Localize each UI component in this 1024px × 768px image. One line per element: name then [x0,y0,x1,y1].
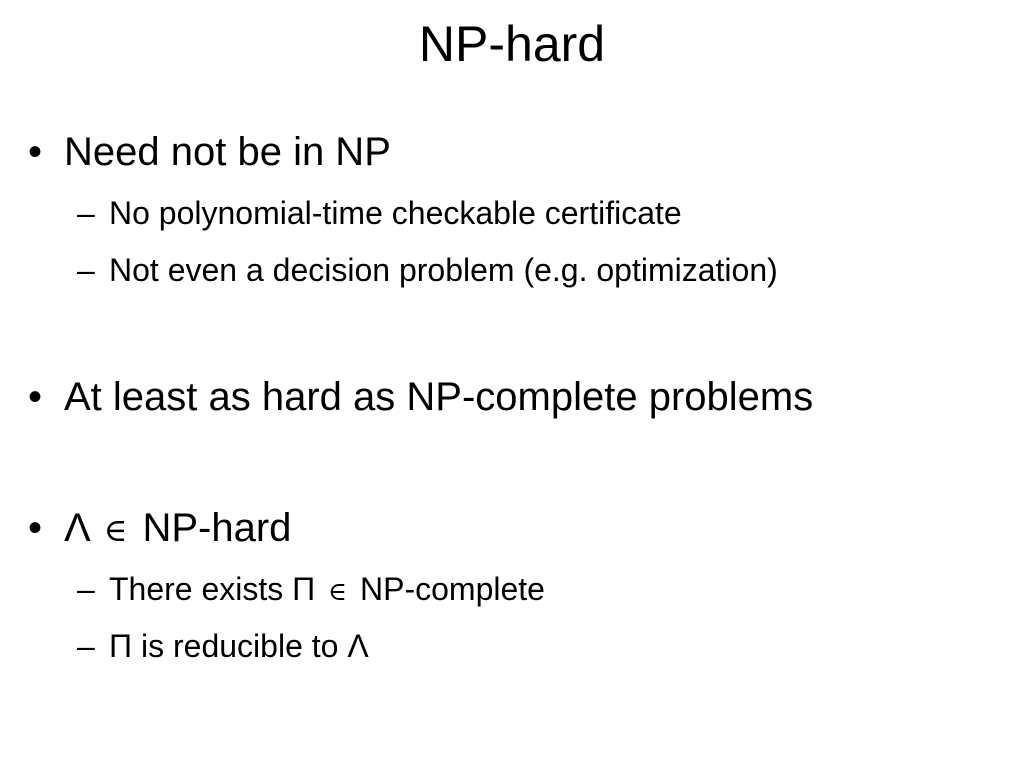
bullet-suffix: NP-hard [142,506,292,550]
subbullet-prefix: There exists Π [109,571,316,607]
dash-marker: – [77,195,95,231]
bullet-need-not-be-in-np [28,128,391,176]
bullet-lambda-in-np-hard [28,504,291,554]
bullet-at-least-as-hard [28,373,813,421]
element-of-symbol: ∈ [103,511,128,549]
bullet-marker: • [28,375,43,419]
subbullet-suffix: NP-complete [360,571,545,607]
dash-marker: – [77,628,95,664]
subbullet-text: Π is reducible to Λ [109,628,369,664]
subbullet-pi-reducible [77,626,369,666]
bullet-marker: • [28,130,43,174]
bullet-text: At least as hard as NP-complete problems [64,375,814,419]
subbullet-no-certificate [77,193,682,233]
dash-marker: – [77,252,95,288]
subbullet-not-decision-problem [77,250,778,290]
slide-title: NP-hard [418,16,606,72]
dash-marker: – [77,571,95,607]
element-of-symbol: ∈ [328,577,348,607]
subbullet-text: Not even a decision problem (e.g. optimization) [109,252,778,288]
subbullet-there-exists-pi [77,569,545,612]
bullet-text: Need not be in NP [64,130,391,174]
subbullet-text: No polynomial-time checkable certificate [109,195,682,231]
bullet-marker: • [28,506,43,550]
bullet-prefix: Λ [64,506,89,550]
